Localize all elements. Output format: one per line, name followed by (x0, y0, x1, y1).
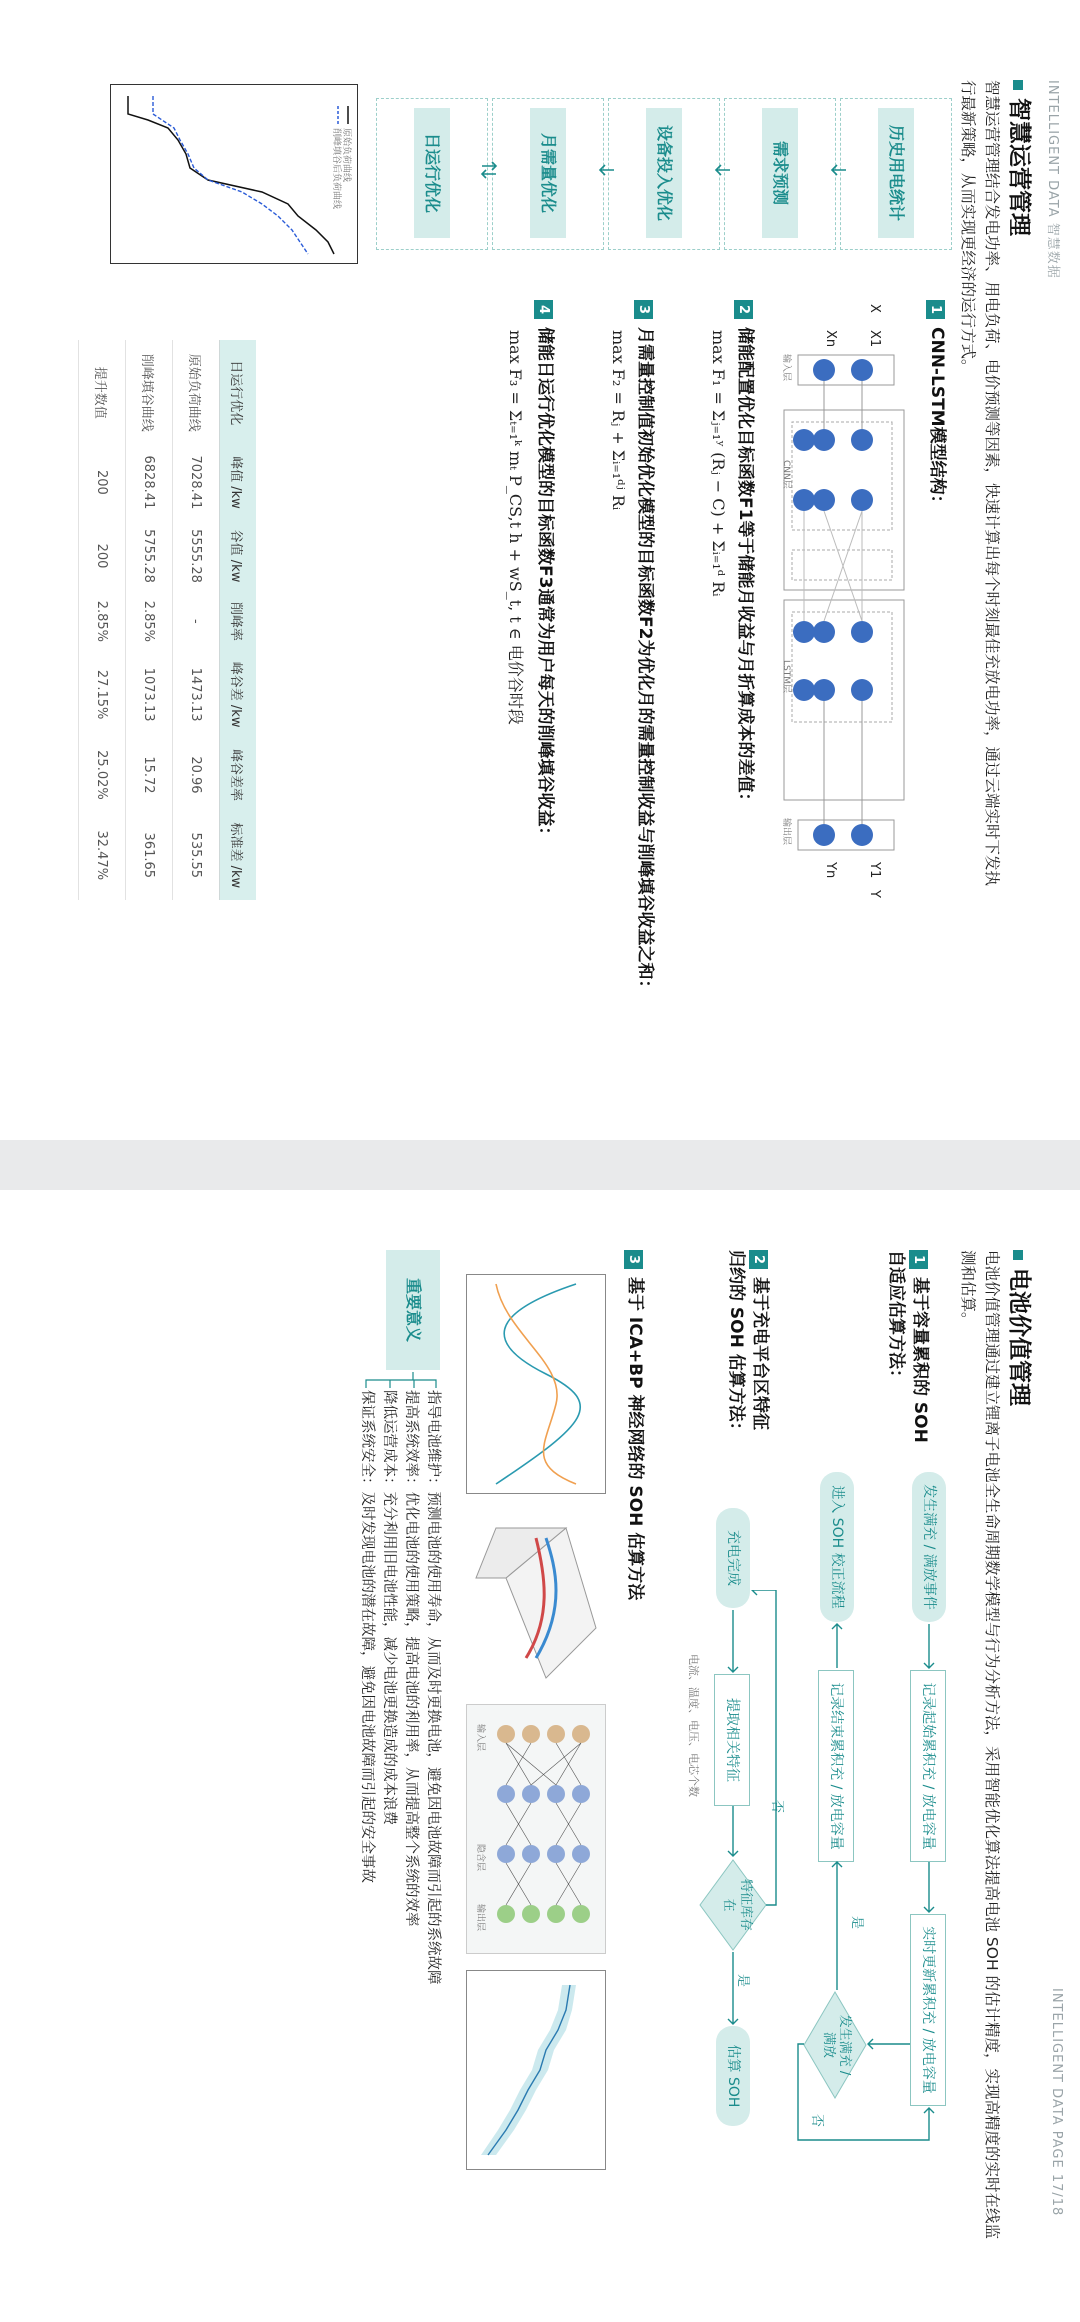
flow1-decision-label: 发生满充 / 满放 (821, 2014, 852, 2076)
bullet-maintenance: 指导电池维护：预测电池的使用寿命，从而及时更换电池，避免因电池故障而引起的系统故障 (425, 1390, 441, 1985)
s1-heading: 1CNN-LSTM模型结构： (926, 300, 952, 512)
title-square-icon (1014, 1250, 1024, 1260)
s3-heading: 3基于 ICA+BP 神经网络的 SOH 估算方法 (624, 1250, 650, 1600)
flow1-arrows (790, 1620, 950, 2160)
legend-original: 原始负荷曲线 (341, 128, 351, 183)
table-header: 日运行优化 (220, 340, 257, 446)
flow-history: 历史用电统计 (878, 108, 914, 238)
bullet-cost: 降低运营成本：充分利用旧电池性能，减少电池更换造成的成本浪费 (381, 1390, 397, 1825)
flow2-no-label: 否 (769, 1800, 784, 1814)
bp-input-label: 输入层 (475, 1724, 485, 1752)
page-header: INTELLIGENT DATA 智慧数据 (1045, 80, 1060, 279)
flow1-yes-label: 是 (849, 1916, 864, 1930)
s3-heading: 3月需量控制值初始优化模型的目标函数F2为优化月的需量控制收益与削峰填谷收益之和： (634, 300, 660, 996)
flow2-feature-note: 电流、温度、电压、电芯个数 (687, 1654, 700, 1797)
nn-x-label: X (867, 304, 882, 313)
formula-f2: max F₂ = Rⱼ + Σᵢ₌₁ᵈʲ Rᵢ (609, 330, 628, 511)
flow2-charge-done: 充电完成 (716, 1508, 750, 1608)
flow2-extract: 提取相关特征 (714, 1674, 750, 1806)
nn-output-label: 输出层 (781, 818, 791, 846)
bullet-safety: 保证系统安全：及时发现电池的潜在故障，避免因电池故障而引起的安全事故 (359, 1390, 375, 1883)
table-row: 提升数值 200 200 2.85% 27.15% 25.02% 32.47% (79, 340, 126, 900)
flow-equipment: 设备投入优化 (646, 108, 682, 238)
formula-f3: max F₃ = Σₜ₌₁ᵏ mₜ P_CS,t h + wS_t, t ∈ 电价谷时段 (506, 330, 525, 725)
flow-monthly: 月需量优化 (530, 108, 566, 238)
table-header-row (220, 340, 257, 900)
flow1-start: 发生满充 / 满放事件 (912, 1472, 946, 1622)
bp-output-label: 输出层 (475, 1904, 485, 1932)
s2-heading: 2储能配置优化目标函数F1等于储能月收益与月折算成本的差值： (734, 300, 760, 809)
daily-optimization-table (78, 340, 256, 900)
surface-3d-chart (466, 1508, 606, 1688)
nn-input-label: 输入层 (781, 354, 791, 382)
legend-shaved: 削峰填谷后负荷曲线 (331, 128, 341, 210)
table-header: 谷值 /kw (220, 519, 257, 593)
flow1-realtime: 实时更新累积充 / 放电容量 (910, 1914, 946, 2106)
cnn-lstm-diagram (774, 300, 912, 910)
nn-xn-label: Xn (823, 330, 838, 348)
table-row: 削峰填谷曲线 6828.41 5755.28 2.85% 1073.13 15.72 361.65 (126, 340, 173, 900)
formula-f1: max F₁ = Σⱼ₌₁ʸ (Rⱼ − C) + Σᵢ₌₁ᵈ Rᵢ (709, 330, 728, 597)
page-smart-operation (0, 0, 1080, 1140)
nn-cnn-label: CNN层 (781, 460, 791, 489)
flow2-yes-label: 是 (735, 1974, 750, 1988)
nn-lstm-label: LSTM层 (781, 660, 791, 693)
flow-forecast: 需求预测 (762, 108, 798, 238)
table-header: 峰值 /kw (220, 446, 257, 520)
flow2-estimate: 估算 SOH (716, 2026, 750, 2126)
table-header: 峰谷差 /kw (220, 650, 257, 739)
section-title: 电池价值管理 (1005, 1250, 1038, 1406)
intro-paragraph: 电池价值管理通过建立锂离子电池全生命周期数学模型与行为分析方法，采用智能优化算法提高电池 SOH 的估计精度，实现高精度的实时在线监测和估算。 (959, 1250, 1001, 2240)
table-row: 原始负荷曲线 7028.41 5555.28 - 1473.13 20.96 535.55 (173, 340, 220, 900)
intro-paragraph: 智慧运营管理结合发电功率、用电负荷、电价预测等因素，快速计算出每个时刻最佳充放电功率，通过云端实时下发执行最新策略，从而实现更经济的运行方式。 (959, 80, 1001, 887)
page-battery-value (0, 1190, 1080, 2322)
flow1-record-start: 记录起始累积充 / 放电容量 (910, 1670, 946, 1862)
flow1-record-end: 记录结束累积充 / 放电容量 (818, 1670, 854, 1862)
bullet-efficiency: 提高系统效率：优化电池的使用策略，提高电池的利用率，从而提高整个系统的效率 (403, 1390, 419, 1927)
soh-estimate-chart (466, 1970, 606, 2170)
title-square-icon (1014, 80, 1024, 90)
table-header: 削峰率 (220, 593, 257, 650)
s4-heading: 4储能日运行优化模型的目标函数F3通常为用户每天的削峰填谷收益： (534, 300, 560, 843)
ica-curve-chart (466, 1274, 606, 1494)
s2-heading: 2基于充电平台区特征 归约的 SOH 估算方法： (726, 1250, 770, 1439)
bp-hidden-label: 隐含层 (475, 1844, 485, 1872)
table-header: 峰谷差率 (220, 739, 257, 810)
significance-label: 重要意义 (386, 1250, 440, 1370)
section-title: 智慧运营管理 (1005, 80, 1038, 236)
load-curve-chart (110, 84, 358, 264)
flow1-no-label: 否 (809, 2114, 824, 2128)
nn-x1-label: X1 (867, 330, 882, 348)
flow1-calibration: 进入 SOH 校正流程 (820, 1472, 854, 1622)
flow2-decision-label: 特征库存在 (721, 1878, 753, 1931)
page-header: INTELLIGENT DATA PAGE 17/18 (1049, 1988, 1064, 2217)
nn-y-label: Y (867, 890, 882, 898)
nn-yn-label: Yn (823, 862, 838, 879)
flow2-arrows (700, 1590, 780, 2030)
nn-y1-label: Y1 (867, 862, 882, 879)
flow-daily: 日运行优化 (414, 108, 450, 238)
table-header: 标准差 /kw (220, 811, 257, 900)
s1-heading: 1基于容量累积的 SOH 自适应估算方法： (886, 1250, 930, 1443)
flow-arrows (446, 160, 846, 180)
significance-connector (326, 1370, 446, 1390)
